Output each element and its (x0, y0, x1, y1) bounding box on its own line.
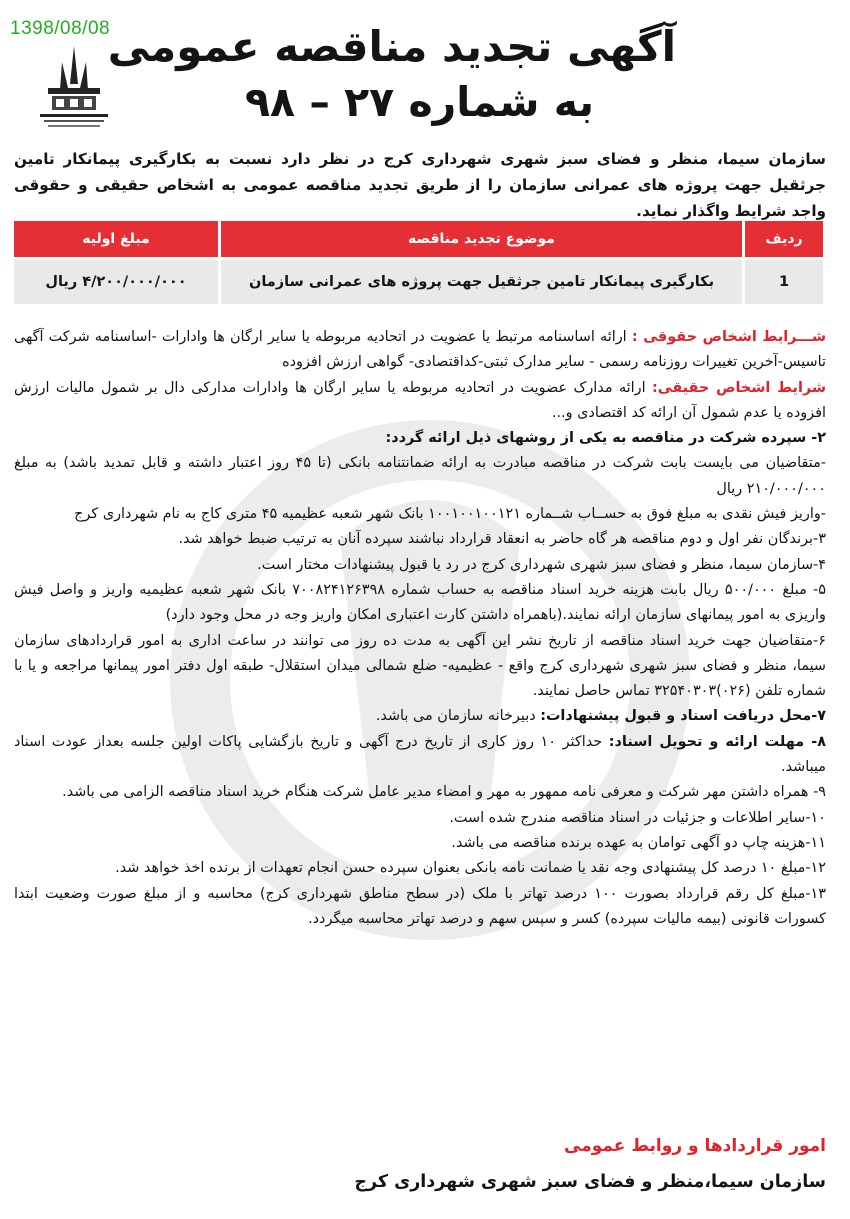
item-11: ۱۱-هزینه چاپ دو آگهی توامان به عهده برنده مناقصه می باشد. (451, 834, 826, 851)
item-8-label: ۸- مهلت ارائه و تحویل اسناد: (608, 733, 827, 750)
table-row (14, 260, 823, 304)
cell-subject: بکارگیری پیمانکار تامین جرثقیل جهت پروژه های عمرانی سازمان (221, 260, 742, 304)
signature-organization: سازمان سیما،منظر و فضای سبز شهری شهرداری کرج (354, 1172, 826, 1192)
natural-conditions-text: ارائه مدارک عضویت در اتحادیه مربوطه یا سایر ارگان ها وادارات مدارکی دال بر شمول مالیات ارزش افزوده یا عدم شمول آن ارائه کد اقتصادی و... (14, 379, 826, 421)
header-subject: موضوع تجدید مناقصه (221, 221, 742, 257)
item-5: ۵- مبلغ ۵۰۰/۰۰۰ ریال بابت هزینه خرید اسناد مناقصه به حساب شماره ۷۰۰۸۲۴۱۲۶۳۹۸ بانک شهر شعبه عظیمیه واریز و واصل فیش واریزی به امور پیمانهای سازمان ارائه نمایند.(باهمراه داشتن کارت اعتباری امکان واریز وجه در محل وجود دارد) (14, 581, 826, 624)
item-4: ۴-سازمان سیما، منظر و فضای سبز شهری شهرداری کرج در رد یا قبول پیشنهادات مختار است. (257, 556, 826, 573)
intro-paragraph: سازمان سیما، منظر و فضای سبز شهری شهرداری کرج در نظر دارد نسبت به بکارگیری پیمانکار تامین جرثقیل جهت پروژه های عمرانی سازمان را از طریق تجدید مناقصه عمومی به اشخاص حقیقی و حقوقی واجد شرایط واگذار نماید. (14, 150, 826, 220)
signature-block (354, 1128, 826, 1200)
item-3: ۳-برندگان نفر اول و دوم مناقصه هر گاه حاضر به انعقاد قرارداد نباشند سپرده آنان به ترتیب ضبط خواهد شد. (178, 531, 826, 548)
natural-conditions (14, 376, 826, 427)
item-8-text: حداکثر ۱۰ روز کاری از تاریخ درج آگهی و تاریخ بازگشایی پاکات اولین جلسه بعداز عودت اسناد میباشد. (14, 733, 826, 776)
tender-table (11, 218, 826, 307)
natural-conditions-label: شرایط اشخاص حقیقی: (652, 379, 826, 396)
signature-department: امور قراردادها و روابط عمومی (564, 1136, 826, 1156)
item-7-label: ۷-محل دریافت اسناد و قبول پیشنهادات: (540, 708, 826, 725)
item-7-text: دبیرخانه سازمان می باشد. (375, 708, 541, 725)
item-12: ۱۲-مبلغ ۱۰ درصد کل پیشنهادی وجه نقد یا ضمانت نامه بانکی بعنوان سپرده حسن انجام تعهدات از برنده اخذ خواهد شد. (115, 860, 826, 877)
cell-row-number: 1 (745, 260, 823, 304)
item-2-deposit: -واریز فیش نقدی به مبلغ فوق به حســاب شــماره ۱۰۰۱۰۰۱۰۰۱۲۱ بانک شهر شعبه عظیمیه ۴۵ متری کاج به نام شهرداری کرج (74, 506, 826, 523)
item-2-guarantee: -متقاضیان می بایست بابت شرکت در مناقصه مبادرت به ارائه ضمانتنامه بانکی (تا ۴۵ روز اعتبار داشته و قابل تمدید باشد) به مبلغ ۲۱۰/۰۰۰/۰۰۰ ریال (14, 455, 826, 497)
header-row-number: ردیف (745, 221, 823, 257)
item-6: ۶-متقاضیان جهت خرید اسناد مناقصه از تاریخ نشر این آگهی به مدت ده روز می توانند در ساعت اداری به امور قراردادهای سازمان سیما، منظر و فضای سبز شهری شهرداری کرج واقع - عظیمیه- ضلع شمالی میدان استقلال- طبقه اول دفتر امور پیمانها مراجعه و یا با شماره تلفن (۰۲۶)۳۲۵۴۰۳۰۳ تماس حاصل نمایند. (14, 632, 826, 700)
item-2-heading: ۲- سپرده شرکت در مناقصه به یکی از روشهای ذیل ارائه گردد: (385, 430, 826, 447)
legal-conditions (14, 325, 826, 376)
legal-conditions-text: ارائه اساسنامه مرتبط یا عضویت در اتحادیه مربوطه یا سایر ارگان ها وادارات -اساسنامه شرکت آگهی تاسیس-آخرین تغییرات روزنامه رسمی - سایر مدارک ثبتی-کداقتصادی- گواهی ارزش افزوده (14, 329, 826, 371)
item-9: ۹- همراه داشتن مهر شرکت و معرفی نامه ممهور به مهر و امضاء مدیر عامل شرکت هنگام خرید اسناد مناقصه الزامی می باشد. (62, 784, 826, 801)
table-header-row (14, 221, 823, 257)
publication-date: 1398/08/08 (10, 18, 111, 39)
notice-number: به شماره ۲۷ – ۹۸ (244, 78, 594, 126)
item-10: ۱۰-سایر اطلاعات و جزئیات در اسناد مناقصه مندرج شده است. (449, 809, 826, 826)
cell-amount: ۴/۲۰۰/۰۰۰/۰۰۰ ریال (14, 260, 218, 304)
item-8 (14, 730, 826, 781)
header-initial-amount: مبلغ اولیه (14, 221, 218, 257)
conditions-body (14, 325, 826, 932)
item-7 (14, 704, 826, 729)
notice-title: آگهی تجدید مناقصه عمومی (107, 22, 676, 71)
item-13: ۱۳-مبلغ کل رقم قرارداد بصورت ۱۰۰ درصد تهاتر با ملک (در سطح مناطق شهرداری کرج) محاسبه و از مبلغ صورت وضعیت ابتدا کسورات قانونی (بیمه مالیات سپرده) کسر و سپس سهم و درصد تهاتر محاسبه میگردد. (14, 885, 826, 927)
legal-conditions-label: شـــرایط اشخاص حقوقی : (631, 329, 827, 345)
